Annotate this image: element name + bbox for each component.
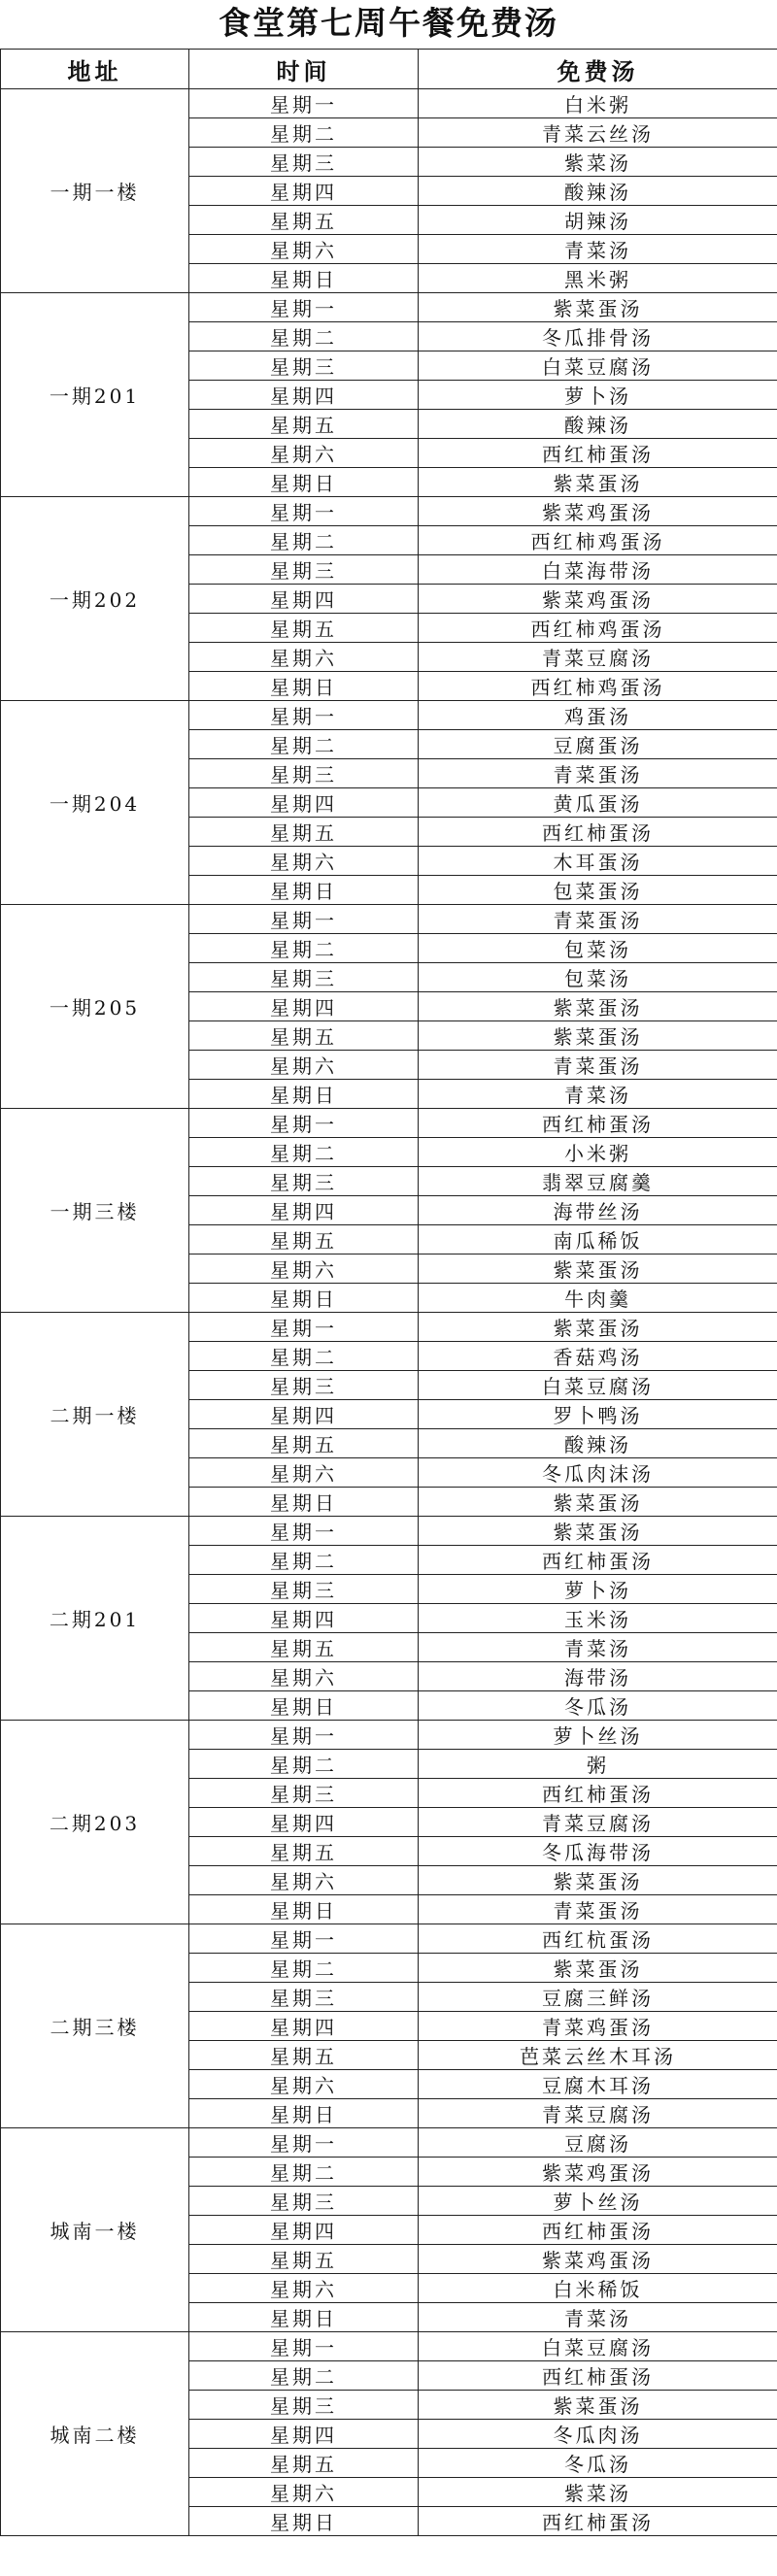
- soup-cell: 酸辣汤: [419, 177, 777, 206]
- soup-cell: 罗卜鸭汤: [419, 1400, 777, 1429]
- day-cell: 星期六: [189, 1051, 419, 1080]
- header-time: 时间: [189, 50, 419, 89]
- soup-cell: 黑米粥: [419, 264, 777, 293]
- soup-cell: 西红柿鸡蛋汤: [419, 672, 777, 701]
- day-cell: 星期二: [189, 730, 419, 759]
- address-cell: 二期201: [1, 1517, 189, 1721]
- day-cell: 星期日: [189, 672, 419, 701]
- soup-cell: 紫菜汤: [419, 148, 777, 177]
- soup-cell: 冬瓜排骨汤: [419, 322, 777, 351]
- soup-cell: 青菜豆腐汤: [419, 2099, 777, 2128]
- soup-cell: 紫菜汤: [419, 2478, 777, 2507]
- soup-cell: 西红柿蛋汤: [419, 2216, 777, 2245]
- soup-cell: 青菜蛋汤: [419, 905, 777, 934]
- table-row: [1, 2128, 777, 2158]
- page-title: 食堂第七周午餐免费汤: [219, 4, 558, 42]
- day-cell: 星期三: [189, 555, 419, 585]
- day-cell: 星期六: [189, 1458, 419, 1488]
- day-cell: 星期一: [189, 905, 419, 934]
- day-cell: 星期六: [189, 235, 419, 264]
- soup-cell: 紫菜鸡蛋汤: [419, 2245, 777, 2274]
- day-cell: 星期五: [189, 1837, 419, 1866]
- day-cell: 星期五: [189, 1633, 419, 1662]
- day-cell: 星期四: [189, 2012, 419, 2041]
- day-cell: 星期一: [189, 89, 419, 118]
- soup-cell: 西红柿蛋汤: [419, 1109, 777, 1138]
- address-cell: 一期一楼: [1, 89, 189, 293]
- day-cell: 星期六: [189, 1255, 419, 1284]
- soup-cell: 西红柿蛋汤: [419, 2507, 777, 2536]
- table-row: [1, 2332, 777, 2361]
- table-row: [1, 89, 777, 118]
- day-cell: 星期四: [189, 788, 419, 818]
- day-cell: 星期日: [189, 1488, 419, 1517]
- day-cell: 星期六: [189, 2274, 419, 2303]
- day-cell: 星期二: [189, 526, 419, 555]
- day-cell: 星期二: [189, 118, 419, 148]
- day-cell: 星期四: [189, 992, 419, 1021]
- day-cell: 星期二: [189, 322, 419, 351]
- soup-cell: 萝卜汤: [419, 1575, 777, 1604]
- soup-cell: 南瓜稀饭: [419, 1225, 777, 1255]
- day-cell: 星期三: [189, 2391, 419, 2420]
- day-cell: 星期五: [189, 1021, 419, 1051]
- day-cell: 星期三: [189, 2187, 419, 2216]
- soup-cell: 白菜海带汤: [419, 555, 777, 585]
- day-cell: 星期一: [189, 1721, 419, 1750]
- day-cell: 星期五: [189, 2041, 419, 2070]
- table-row: [1, 1517, 777, 1546]
- day-cell: 星期五: [189, 614, 419, 643]
- day-cell: 星期二: [189, 934, 419, 963]
- table-row: [1, 497, 777, 526]
- day-cell: 星期五: [189, 2449, 419, 2478]
- day-cell: 星期日: [189, 468, 419, 497]
- table-row: [1, 293, 777, 322]
- soup-cell: 包菜蛋汤: [419, 876, 777, 905]
- soup-cell: 紫菜蛋汤: [419, 1954, 777, 1983]
- day-cell: 星期一: [189, 293, 419, 322]
- soup-cell: 青菜汤: [419, 1080, 777, 1109]
- day-cell: 星期日: [189, 264, 419, 293]
- day-cell: 星期日: [189, 2507, 419, 2536]
- soup-cell: 青菜蛋汤: [419, 1051, 777, 1080]
- day-cell: 星期四: [189, 1196, 419, 1225]
- address-cell: 一期三楼: [1, 1109, 189, 1313]
- soup-cell: 紫菜蛋汤: [419, 1021, 777, 1051]
- soup-cell: 包菜汤: [419, 934, 777, 963]
- day-cell: 星期二: [189, 2158, 419, 2187]
- day-cell: 星期四: [189, 177, 419, 206]
- soup-cell: 紫菜鸡蛋汤: [419, 497, 777, 526]
- address-cell: 二期203: [1, 1721, 189, 1924]
- address-cell: 一期201: [1, 293, 189, 497]
- table-row: [1, 1721, 777, 1750]
- soup-cell: 青菜汤: [419, 235, 777, 264]
- day-cell: 星期四: [189, 2420, 419, 2449]
- soup-cell: 酸辣汤: [419, 1429, 777, 1458]
- soup-cell: 萝卜汤: [419, 381, 777, 410]
- day-cell: 星期一: [189, 2332, 419, 2361]
- day-cell: 星期二: [189, 1138, 419, 1167]
- day-cell: 星期六: [189, 2478, 419, 2507]
- table-row: [1, 905, 777, 934]
- table-body: [1, 50, 777, 2536]
- soup-cell: 牛肉羹: [419, 1284, 777, 1313]
- day-cell: 星期三: [189, 963, 419, 992]
- soup-cell: 粥: [419, 1750, 777, 1779]
- day-cell: 星期一: [189, 701, 419, 730]
- soup-cell: 豆腐汤: [419, 2128, 777, 2158]
- soup-cell: 青菜蛋汤: [419, 1895, 777, 1924]
- soup-cell: 萝卜丝汤: [419, 1721, 777, 1750]
- day-cell: 星期三: [189, 759, 419, 788]
- soup-cell: 青菜豆腐汤: [419, 643, 777, 672]
- day-cell: 星期五: [189, 1429, 419, 1458]
- soup-cell: 冬瓜汤: [419, 2449, 777, 2478]
- soup-cell: 海带汤: [419, 1662, 777, 1691]
- address-cell: 二期一楼: [1, 1313, 189, 1517]
- day-cell: 星期日: [189, 1895, 419, 1924]
- day-cell: 星期六: [189, 2070, 419, 2099]
- soup-cell: 青菜云丝汤: [419, 118, 777, 148]
- day-cell: 星期六: [189, 847, 419, 876]
- day-cell: 星期二: [189, 1342, 419, 1371]
- soup-cell: 紫菜鸡蛋汤: [419, 585, 777, 614]
- soup-cell: 青菜豆腐汤: [419, 1808, 777, 1837]
- soup-cell: 木耳蛋汤: [419, 847, 777, 876]
- soup-cell: 萝卜丝汤: [419, 2187, 777, 2216]
- address-cell: 一期202: [1, 497, 189, 701]
- day-cell: 星期一: [189, 1109, 419, 1138]
- day-cell: 星期一: [189, 2128, 419, 2158]
- soup-cell: 青菜汤: [419, 1633, 777, 1662]
- soup-cell: 豆腐三鲜汤: [419, 1983, 777, 2012]
- day-cell: 星期五: [189, 818, 419, 847]
- day-cell: 星期日: [189, 1284, 419, 1313]
- soup-cell: 青菜鸡蛋汤: [419, 2012, 777, 2041]
- day-cell: 星期三: [189, 351, 419, 381]
- soup-cell: 黄瓜蛋汤: [419, 788, 777, 818]
- day-cell: 星期二: [189, 1954, 419, 1983]
- soup-cell: 西红柿蛋汤: [419, 1779, 777, 1808]
- soup-cell: 海带丝汤: [419, 1196, 777, 1225]
- table-row: [1, 1924, 777, 1954]
- soup-cell: 白菜豆腐汤: [419, 351, 777, 381]
- soup-cell: 西红柿蛋汤: [419, 818, 777, 847]
- address-cell: 一期205: [1, 905, 189, 1109]
- header-row: [1, 50, 777, 89]
- day-cell: 星期三: [189, 1983, 419, 2012]
- day-cell: 星期二: [189, 1546, 419, 1575]
- address-cell: 一期204: [1, 701, 189, 905]
- day-cell: 星期二: [189, 1750, 419, 1779]
- day-cell: 星期一: [189, 497, 419, 526]
- soup-cell: 西红杭蛋汤: [419, 1924, 777, 1954]
- day-cell: 星期日: [189, 876, 419, 905]
- day-cell: 星期一: [189, 1924, 419, 1954]
- day-cell: 星期四: [189, 381, 419, 410]
- day-cell: 星期日: [189, 1691, 419, 1721]
- soup-cell: 玉米汤: [419, 1604, 777, 1633]
- header-address: 地址: [1, 50, 189, 89]
- day-cell: 星期日: [189, 2303, 419, 2332]
- soup-cell: 紫菜蛋汤: [419, 468, 777, 497]
- soup-cell: 紫菜蛋汤: [419, 2391, 777, 2420]
- day-cell: 星期四: [189, 1808, 419, 1837]
- soup-cell: 胡辣汤: [419, 206, 777, 235]
- day-cell: 星期三: [189, 1371, 419, 1400]
- soup-cell: 紫菜蛋汤: [419, 1255, 777, 1284]
- soup-cell: 紫菜鸡蛋汤: [419, 2158, 777, 2187]
- soup-schedule-table: [0, 49, 777, 2536]
- day-cell: 星期一: [189, 1313, 419, 1342]
- day-cell: 星期六: [189, 1662, 419, 1691]
- soup-cell: 冬瓜肉汤: [419, 2420, 777, 2449]
- day-cell: 星期四: [189, 1400, 419, 1429]
- soup-cell: 紫菜蛋汤: [419, 1517, 777, 1546]
- day-cell: 星期日: [189, 2099, 419, 2128]
- soup-cell: 白米粥: [419, 89, 777, 118]
- day-cell: 星期三: [189, 148, 419, 177]
- table-row: [1, 1109, 777, 1138]
- soup-cell: 紫菜蛋汤: [419, 1866, 777, 1895]
- soup-cell: 西红柿蛋汤: [419, 1546, 777, 1575]
- soup-cell: 西红柿蛋汤: [419, 439, 777, 468]
- day-cell: 星期五: [189, 206, 419, 235]
- day-cell: 星期三: [189, 1779, 419, 1808]
- soup-cell: 紫菜蛋汤: [419, 992, 777, 1021]
- day-cell: 星期五: [189, 410, 419, 439]
- soup-cell: 紫菜蛋汤: [419, 1488, 777, 1517]
- day-cell: 星期日: [189, 1080, 419, 1109]
- day-cell: 星期五: [189, 1225, 419, 1255]
- soup-cell: 小米粥: [419, 1138, 777, 1167]
- soup-cell: 酸辣汤: [419, 410, 777, 439]
- soup-cell: 西红柿蛋汤: [419, 2361, 777, 2391]
- table-row: [1, 1313, 777, 1342]
- day-cell: 星期三: [189, 1167, 419, 1196]
- day-cell: 星期六: [189, 439, 419, 468]
- address-cell: 城南二楼: [1, 2332, 189, 2536]
- soup-cell: 青菜汤: [419, 2303, 777, 2332]
- soup-cell: 紫菜蛋汤: [419, 1313, 777, 1342]
- table-row: [1, 701, 777, 730]
- day-cell: 星期四: [189, 2216, 419, 2245]
- soup-cell: 豆腐蛋汤: [419, 730, 777, 759]
- soup-cell: 白米稀饭: [419, 2274, 777, 2303]
- day-cell: 星期三: [189, 1575, 419, 1604]
- soup-cell: 香菇鸡汤: [419, 1342, 777, 1371]
- day-cell: 星期一: [189, 1517, 419, 1546]
- soup-cell: 芭菜云丝木耳汤: [419, 2041, 777, 2070]
- soup-cell: 冬瓜汤: [419, 1691, 777, 1721]
- soup-cell: 白菜豆腐汤: [419, 2332, 777, 2361]
- soup-cell: 紫菜蛋汤: [419, 293, 777, 322]
- soup-cell: 冬瓜肉沫汤: [419, 1458, 777, 1488]
- day-cell: 星期二: [189, 2361, 419, 2391]
- address-cell: 城南一楼: [1, 2128, 189, 2332]
- day-cell: 星期五: [189, 2245, 419, 2274]
- address-cell: 二期三楼: [1, 1924, 189, 2128]
- soup-cell: 豆腐木耳汤: [419, 2070, 777, 2099]
- day-cell: 星期六: [189, 1866, 419, 1895]
- day-cell: 星期六: [189, 643, 419, 672]
- day-cell: 星期四: [189, 585, 419, 614]
- soup-cell: 包菜汤: [419, 963, 777, 992]
- soup-cell: 冬瓜海带汤: [419, 1837, 777, 1866]
- soup-cell: 西红柿鸡蛋汤: [419, 614, 777, 643]
- soup-cell: 翡翠豆腐羹: [419, 1167, 777, 1196]
- soup-cell: 鸡蛋汤: [419, 701, 777, 730]
- soup-cell: 白菜豆腐汤: [419, 1371, 777, 1400]
- day-cell: 星期四: [189, 1604, 419, 1633]
- soup-cell: 西红柿鸡蛋汤: [419, 526, 777, 555]
- header-soup: 免费汤: [419, 50, 777, 89]
- soup-cell: 青菜蛋汤: [419, 759, 777, 788]
